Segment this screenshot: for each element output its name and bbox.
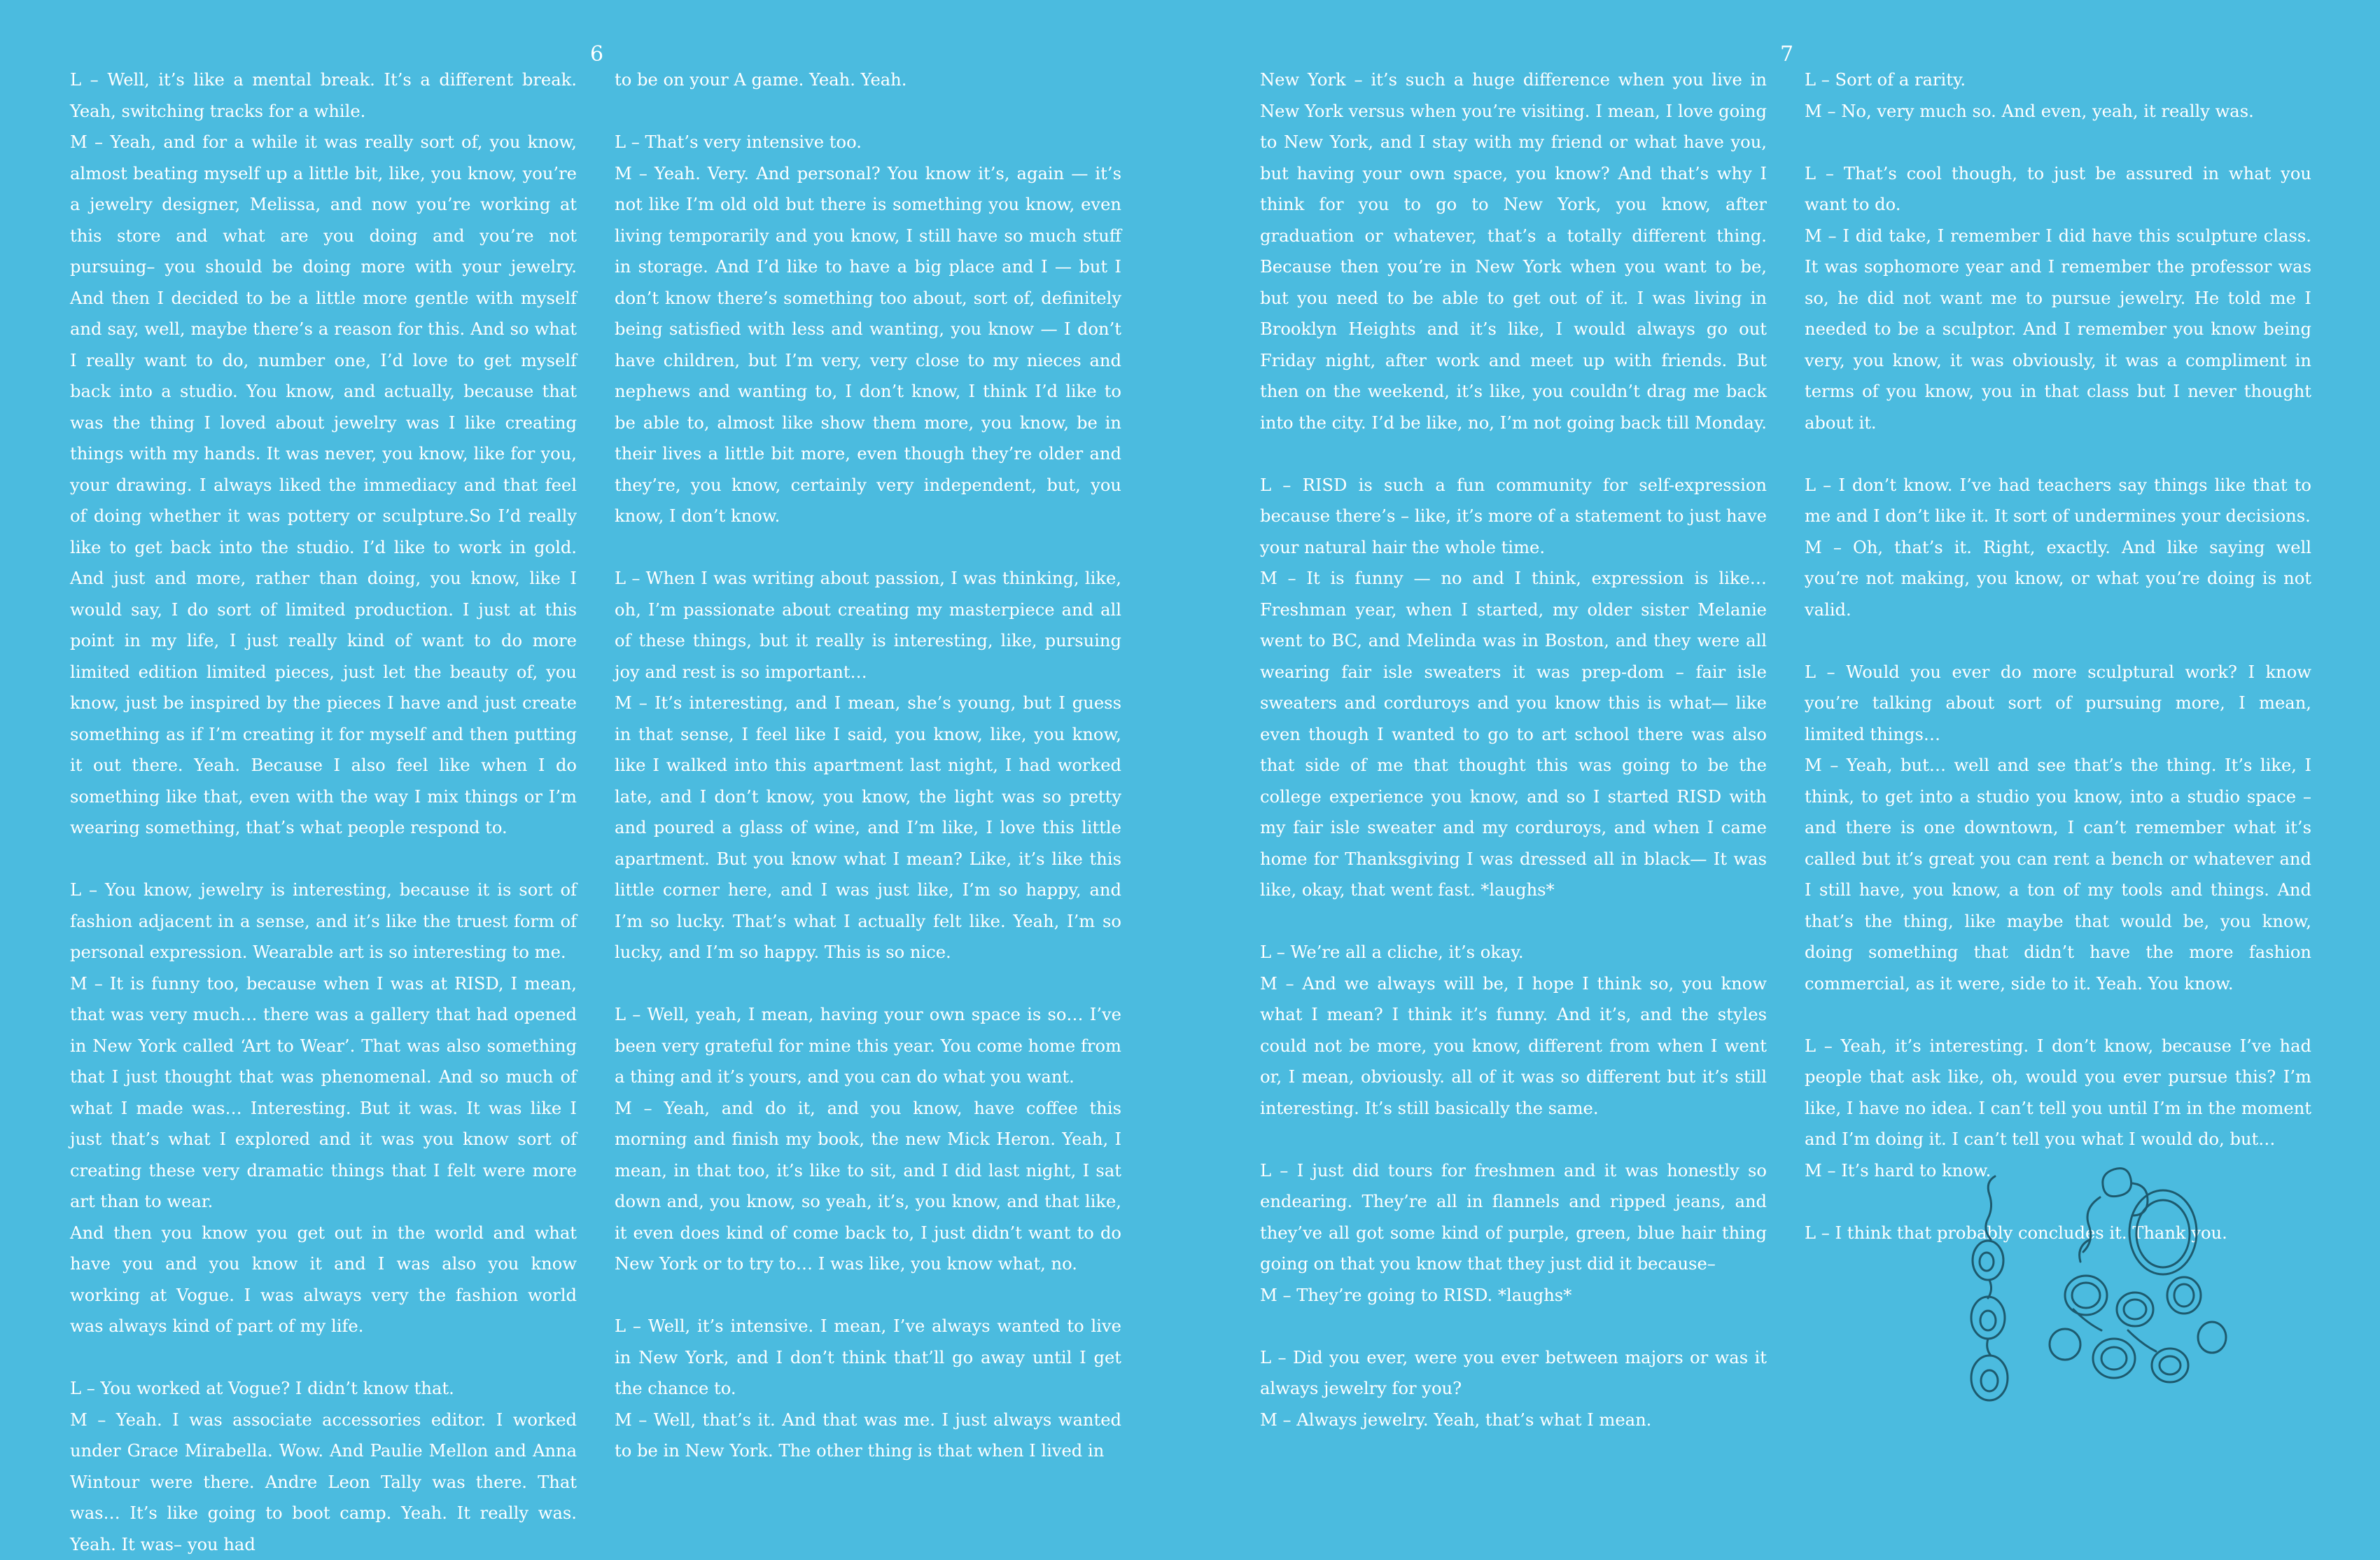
transcript-paragraph: M – Yeah. I was associate accessories editor. I worked under Grace Mirabella. Wow. And Paulie Mellon and Anna Wintour were there. Andre Leon Tally was there. That was… It’s like going to boot camp. Yeah. It really was. Yeah. It was– you had xyxy=(70,1405,577,1560)
transcript-paragraph: to be on your A game. Yeah. Yeah. xyxy=(615,64,1121,96)
transcript-paragraph: M – Yeah, and for a while it was really sort of, you know, almost beating myself up a little bit, like, you know, you’re a jewelry designer, Melissa, and now you’re working at this store and what are you doing and you’re not pursuing– you should be doing more with your jewelry. And then I decided to be a little more gentle with myself and say, well, maybe there’s a reason for this. And so what I really want to do, number one, I’d love to get myself back into a studio. You know, and actually, because that was the thing I loved about jewelry was I like creating things with my hands. It was never, you know, like for you, your drawing. I always liked the immediacy and that feel of doing whether it was pottery or sculpture.So I’d really like to get back into the studio. I’d like to work in gold. And just and more, rather than doing, you know, like I would say, I do sort of limited production. I just at this point in my life, I just really kind of want to do more limited edition limited pieces, just let the beauty of, you know, just be inspired by the pieces I have and just create something as if I’m creating it for myself and then putting it out there. Yeah. Because I also feel like when I do something like that, even with the way I mix things or I’m wearing something, that’s what people respond to. xyxy=(70,127,577,844)
transcript-paragraph: M – Well, that’s it. And that was me. I just always wanted to be in New York. The other thing is that when I lived in xyxy=(615,1405,1121,1467)
paragraph-gap xyxy=(1805,127,2311,158)
transcript-paragraph: L – That’s very intensive too. xyxy=(615,127,1121,158)
transcript-paragraph: L – I don’t know. I’ve had teachers say things like that to me and I don’t like it. It sort of undermines your decisions. xyxy=(1805,470,2311,532)
transcript-paragraph: L – I think that probably concludes it. Thank you. xyxy=(1805,1218,2311,1249)
paragraph-gap xyxy=(1805,999,2311,1031)
text-column-1 xyxy=(70,64,577,1560)
paragraph-gap xyxy=(1805,438,2311,470)
transcript-paragraph: L – When I was writing about passion, I was thinking, like, oh, I’m passionate about creating my masterpiece and all of these things, but it really is interesting, like, pursuing joy and rest is so important… xyxy=(615,563,1121,688)
text-column-4 xyxy=(1805,64,2311,1248)
transcript-paragraph: New York – it’s such a huge difference when you live in New York versus when you’re visiting. I mean, I love going to New York, and I stay with my friend or what have you, but having your own space, you know? And that’s why I think for you to go to New York, you know, after graduation or whatever, that’s a totally different thing. Because then you’re in New York when you want to be, but you need to be able to get out of it. I was living in Brooklyn Heights and it’s like, I would always go out Friday night, after work and meet up with friends. But then on the weekend, it’s like, you couldn’t drag me back into the city. I’d be like, no, I’m not going back till Monday. xyxy=(1260,64,1767,438)
transcript-paragraph: M – It’s hard to know. xyxy=(1805,1155,2311,1187)
transcript-paragraph: L – That’s cool though, to just be assured in what you want to do. xyxy=(1805,158,2311,221)
transcript-paragraph: L – Yeah, it’s interesting. I don’t know, because I’ve had people that ask like, oh, would you ever pursue this? I’m like, I have no idea. I can’t tell you until I’m in the moment and I’m doing it. I can’t tell you what I would do, but… xyxy=(1805,1031,2311,1155)
transcript-paragraph: M – Always jewelry. Yeah, that’s what I mean. xyxy=(1260,1405,1767,1436)
transcript-paragraph: L – You worked at Vogue? I didn’t know that. xyxy=(70,1373,577,1405)
transcript-paragraph: L – Sort of a rarity. xyxy=(1805,64,2311,96)
paragraph-gap xyxy=(70,1342,577,1374)
transcript-paragraph: L – We’re all a cliche, it’s okay. xyxy=(1260,937,1767,968)
transcript-paragraph: L – RISD is such a fun community for self-expression because there’s – like, it’s more of a statement to just have your natural hair the whole time. xyxy=(1260,470,1767,564)
paragraph-gap xyxy=(1805,625,2311,657)
transcript-paragraph: And then you know you get out in the world and what have you and you know it and I was also you know working at Vogue. I was always very the fashion world was always kind of part of my life. xyxy=(70,1218,577,1342)
jewelry-sketch-icon xyxy=(1883,1155,2289,1421)
transcript-paragraph: L – You know, jewelry is interesting, because it is sort of fashion adjacent in a sense, and it’s like the truest form of personal expression. Wearable art is so interesting to me. xyxy=(70,875,577,968)
transcript-paragraph: L – I just did tours for freshmen and it was honestly so endearing. They’re all in flannels and ripped jeans, and they’ve all got some kind of purple, green, blue hair thing going on that you know that they just did it because– xyxy=(1260,1155,1767,1280)
page-number-left: 6 xyxy=(590,42,603,67)
paragraph-gap xyxy=(615,532,1121,564)
transcript-paragraph: M – It is funny too, because when I was at RISD, I mean, that was very much… there was a gallery that had opened in New York called ‘Art to Wear’. That was also something that I just thought that was phenomenal. And so much of what I made was… Interesting. But it was. It was like I just that’s what I explored and it was you know sort of creating these very dramatic things that I felt were more art than to wear. xyxy=(70,968,577,1218)
transcript-paragraph: M – I did take, I remember I did have this sculpture class. It was sophomore year and I remember the professor was so, he did not want me to pursue jewelry. He told me I needed to be a sculptor. And I remember you know being very, you know, it was obviously, it was a compliment in terms of you know, you in that class but I never thought about it. xyxy=(1805,221,2311,439)
transcript-paragraph: M – Yeah, but… well and see that’s the thing. It’s like, I think, to get into a studio you know, into a studio space – and there is one downtown, I can’t remember what it’s called but it’s great you can rent a bench or whatever and I still have, you know, a ton of my tools and things. And that’s the thing, like maybe that would be, you know, doing something that didn’t have the more fashion commercial, as it were, side to it. Yeah. You know. xyxy=(1805,750,2311,999)
transcript-paragraph: M – No, very much so. And even, yeah, it really was. xyxy=(1805,96,2311,127)
transcript-paragraph: L – Did you ever, were you ever between majors or was it always jewelry for you? xyxy=(1260,1342,1767,1405)
paragraph-gap xyxy=(1260,438,1767,470)
transcript-paragraph: M – Oh, that’s it. Right, exactly. And like saying well you’re not making, you know, or what you’re doing is not valid. xyxy=(1805,532,2311,626)
paragraph-gap xyxy=(70,844,577,875)
transcript-paragraph: M – Yeah. Very. And personal? You know it’s, again — it’s not like I’m old old but there is something you know, even living temporarily and you know, I still have so much stuff in storage. And I’d like to have a big place and I — but I don’t know there’s something too about, sort of, definitely being satisfied with less and wanting, you know — I don’t have children, but I’m very, very close to my nieces and nephews and wanting to, I don’t know, I think I’d like to be able to, almost like show them more, you know, be in their lives a little bit more, even though they’re older and they’re, you know, certainly very independent, but, you know, I don’t know. xyxy=(615,158,1121,532)
paragraph-gap xyxy=(1260,906,1767,938)
paragraph-gap xyxy=(615,968,1121,1000)
transcript-paragraph: L – Well, yeah, I mean, having your own space is so… I’ve been very grateful for mine this year. You come home from a thing and it’s yours, and you can do what you want. xyxy=(615,999,1121,1093)
transcript-paragraph: L – Well, it’s intensive. I mean, I’ve always wanted to live in New York, and I don’t think that’ll go away until I get the chance to. xyxy=(615,1311,1121,1405)
paragraph-gap xyxy=(615,96,1121,127)
transcript-paragraph: M – They’re going to RISD. *laughs* xyxy=(1260,1280,1767,1311)
paragraph-gap xyxy=(1260,1311,1767,1342)
paragraph-gap xyxy=(615,1280,1121,1311)
transcript-paragraph: M – It’s interesting, and I mean, she’s young, but I guess in that sense, I feel like I said, you know, like, you know, like I walked into this apartment last night, I had worked late, and I don’t know, you know, the light was so pretty and poured a glass of wine, and I’m like, I love this little apartment. But you know what I mean? Like, it’s like this little corner here, and I was just like, I’m so happy, and I’m so lucky. That’s what I actually felt like. Yeah, I’m so lucky, and I’m so happy. This is so nice. xyxy=(615,688,1121,968)
transcript-paragraph: M – And we always will be, I hope I think so, you know what I mean? I think it’s funny. And it’s, and the styles could not be more, you know, different from when I went or, I mean, obviously. all of it was so different but it’s still interesting. It’s still basically the same. xyxy=(1260,968,1767,1124)
transcript-paragraph: M – It is funny — no and I think, expression is like… Freshman year, when I started, my older sister Melanie went to BC, and Melinda was in Boston, and they were all wearing fair isle sweaters it was prep-dom – fair isle sweaters and corduroys and you know this is what— like even though I wanted to go to art school there was also that side of me that thought this was going to be the college experience you know, and so I started RISD with my fair isle sweater and my corduroys, and when I came home for Thanksgiving I was dressed all in black— It was like, okay, that went fast. *laughs* xyxy=(1260,563,1767,906)
transcript-paragraph: L – Well, it’s like a mental break. It’s a different break. Yeah, switching tracks for a while. xyxy=(70,64,577,127)
transcript-paragraph: L – Would you ever do more sculptural work? I know you’re talking about sort of pursuing more, I mean, limited things… xyxy=(1805,657,2311,751)
page-number-right: 7 xyxy=(1780,42,1793,67)
transcript-paragraph: M – Yeah, and do it, and you know, have coffee this morning and finish my book, the new Mick Heron. Yeah, I mean, in that too, it’s like to sit, and I did last night, I sat down and, you know, so yeah, it’s, you know, and that like, it even does kind of come back to, I just didn’t want to do New York or to try to… I was like, you know what, no. xyxy=(615,1093,1121,1280)
paragraph-gap xyxy=(1260,1124,1767,1155)
text-column-2 xyxy=(615,64,1121,1467)
text-column-3 xyxy=(1260,64,1767,1435)
